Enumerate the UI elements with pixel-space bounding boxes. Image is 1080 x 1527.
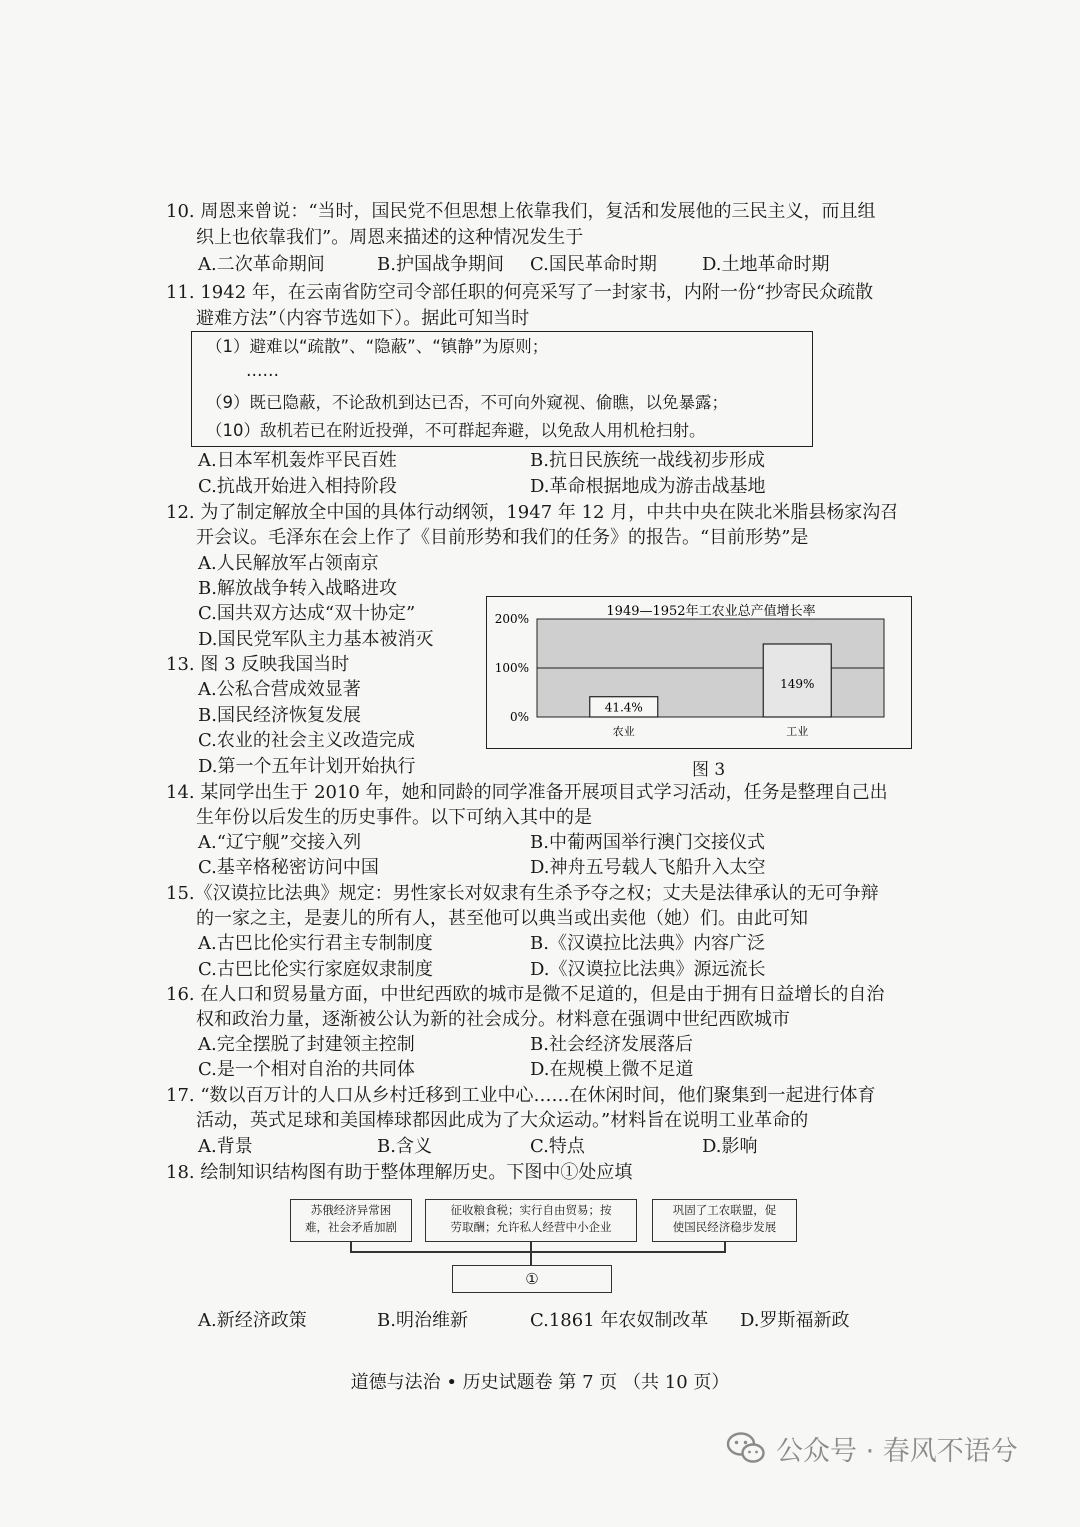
- chart-category-label: 工业: [786, 725, 809, 738]
- diagram-box-effects-line-2: 使国民经济稳步发展: [672, 1220, 777, 1234]
- diagram-box-measures-line-1: 征收粮食税；实行自由贸易；按: [450, 1203, 612, 1217]
- q15-stem-line-1: 15.《汉谟拉比法典》规定：男性家长对奴隶有生杀予夺之权；丈夫是法律承认的无可争辩: [166, 883, 879, 904]
- q15-option-b: B.《汉谟拉比法典》内容广泛: [530, 933, 765, 954]
- q14-stem-line-1: 14. 某同学出生于 2010 年，她和同龄的同学准备开展项目式学习活动，任务是整理自己出: [166, 782, 888, 803]
- q12-option-c: C.国共双方达成“双十协定”: [198, 603, 416, 624]
- chart-title: 1949—1952年工农业总产值增长率: [606, 604, 816, 619]
- diagram-connector-center: [530, 1242, 532, 1265]
- q18-option-d: D.罗斯福新政: [740, 1310, 850, 1331]
- watermark-text: 公众号 · 春风不语兮: [776, 1435, 1018, 1467]
- q11-material-line-9: （9）既已隐蔽，不论敌机到达已否，不可向外窥视、偷瞧，以免暴露；: [206, 393, 728, 412]
- q13-stem: 13. 图 3 反映我国当时: [166, 654, 350, 675]
- q14-stem-line-2: 生年份以后发生的历史事件。以下可纳入其中的是: [196, 807, 592, 828]
- watermark: [726, 1428, 1018, 1468]
- growth-rate-bar-chart: [487, 597, 911, 748]
- q18-option-c: C.1861 年农奴制改革: [530, 1310, 709, 1331]
- q18-option-b: B.明治维新: [377, 1310, 468, 1331]
- q17-option-c: C.特点: [530, 1136, 585, 1157]
- q13-option-b: B.国民经济恢复发展: [198, 705, 361, 726]
- diagram-box-effects: [652, 1199, 797, 1242]
- q13-option-c: C.农业的社会主义改造完成: [198, 730, 415, 751]
- diagram-box-background: [290, 1199, 412, 1242]
- figure-3-caption: 图 3: [692, 760, 726, 780]
- q15-stem-line-2: 的一家之主，是妻儿的所有人，甚至他可以典当或出卖他（她）们。由此可知: [196, 908, 808, 929]
- q18-stem: 18. 绘制知识结构图有助于整体理解历史。下图中①处应填: [166, 1162, 633, 1183]
- diagram-box-measures-line-2: 劳取酬；允许私人经营中小企业: [450, 1220, 612, 1234]
- wechat-icon: [726, 1431, 766, 1465]
- chart-data-label: 149%: [780, 676, 815, 691]
- q11-stem-line-2: 避难方法”（内容节选如下）。据此可知当时: [196, 308, 530, 329]
- q14-option-d: D.神舟五号载人飞船升入太空: [530, 857, 766, 878]
- diagram-box-background-line-1: 苏俄经济异常困: [310, 1203, 392, 1217]
- q11-option-c: C.抗战开始进入相持阶段: [198, 476, 397, 497]
- diagram-box-background-line-2: 难，社会矛盾加剧: [305, 1220, 397, 1234]
- q11-material-ellipsis: ……: [246, 361, 279, 380]
- q16-option-b: B.社会经济发展落后: [530, 1034, 693, 1055]
- q16-option-a: A.完全摆脱了封建领主控制: [198, 1034, 415, 1055]
- q10-option-a: A.二次革命期间: [198, 254, 325, 275]
- chart-category-label: 农业: [612, 725, 635, 738]
- q17-stem-line-1: 17. “数以百万计的人口从乡村迁移到工业中心……在休闲时间，他们聚集到一起进行体育: [166, 1085, 876, 1106]
- q16-option-c: C.是一个相对自治的共同体: [198, 1059, 415, 1080]
- q11-material-line-1: （1）避难以“疏散”、“隐蔽”、“镇静”为原则；: [206, 337, 549, 356]
- page-footer: 道德与法治 • 历史试题卷 第 7 页 （共 10 页）: [350, 1372, 730, 1393]
- chart-y-tick-label: 200%: [494, 612, 529, 626]
- chart-y-tick-label: 100%: [494, 661, 529, 675]
- q16-option-d: D.在规模上微不足道: [530, 1059, 694, 1080]
- q12-stem-line-2: 开会议。毛泽东在会上作了《目前形势和我们的任务》的报告。“目前形势”是: [196, 527, 809, 548]
- q10-stem-line-2: 织上也依靠我们”。周恩来描述的这种情况发生于: [196, 227, 584, 248]
- q12-stem-line-1: 12. 为了制定解放全中国的具体行动纲领，1947 年 12 月，中共中央在陕北米脂县杨家沟召: [166, 502, 899, 523]
- q14-option-b: B.中葡两国举行澳门交接仪式: [530, 832, 765, 853]
- figure-3-frame: [486, 596, 912, 749]
- q10-stem-line-1: 10. 周恩来曾说：“当时，国民党不但思想上依靠我们，复活和发展他的三民主义，而且组: [166, 201, 876, 222]
- diagram-connector-horizontal: [350, 1251, 726, 1253]
- q15-option-a: A.古巴比伦实行君主专制制度: [198, 933, 433, 954]
- q11-stem-line-1: 11. 1942 年，在云南省防空司令部任职的何亮采写了一封家书，内附一份“抄寄民众疏散: [166, 282, 874, 303]
- chart-y-tick-label: 0%: [509, 710, 529, 724]
- q14-option-a: A.“辽宁舰”交接入列: [198, 832, 362, 853]
- q17-option-a: A.背景: [198, 1136, 253, 1157]
- q10-option-c: C.国民革命时期: [530, 254, 657, 275]
- q10-option-b: B.护国战争期间: [377, 254, 504, 275]
- q11-material-box: [191, 331, 813, 447]
- q11-option-a: A.日本军机轰炸平民百姓: [198, 450, 397, 471]
- diagram-box-measures: [425, 1199, 637, 1242]
- q18-option-a: A.新经济政策: [198, 1310, 307, 1331]
- q12-option-b: B.解放战争转入战略进攻: [198, 578, 397, 599]
- q17-option-d: D.影响: [702, 1136, 758, 1157]
- chart-data-label: 41.4%: [604, 700, 643, 715]
- q12-option-d: D.国民党军队主力基本被消灭: [198, 629, 434, 650]
- q14-option-c: C.基辛格秘密访问中国: [198, 857, 379, 878]
- diagram-box-answer-blank: ①: [452, 1265, 612, 1293]
- q17-option-b: B.含义: [377, 1136, 432, 1157]
- q17-stem-line-2: 活动，英式足球和美国棒球都因此成为了大众运动。”材料旨在说明工业革命的: [196, 1110, 809, 1131]
- q16-stem-line-2: 权和政治力量，逐渐被公认为新的社会成分。材料意在强调中世纪西欧城市: [196, 1009, 790, 1030]
- q15-option-c: C.古巴比伦实行家庭奴隶制度: [198, 959, 433, 980]
- diagram-box-effects-line-1: 巩固了工农联盟，促: [672, 1203, 777, 1217]
- q12-option-a: A.人民解放军占领南京: [198, 553, 379, 574]
- q13-option-a: A.公私合营成效显著: [198, 679, 361, 700]
- q11-material-line-10: （10）敌机若已在附近投弹，不可群起奔避，以免敌人用机枪扫射。: [206, 421, 706, 440]
- q15-option-d: D.《汉谟拉比法典》源远流长: [530, 959, 766, 980]
- q16-stem-line-1: 16. 在人口和贸易量方面，中世纪西欧的城市是微不足道的，但是由于拥有日益增长的自治: [166, 984, 885, 1005]
- q13-option-d: D.第一个五年计划开始执行: [198, 756, 416, 777]
- q11-option-d: D.革命根据地成为游击战基地: [530, 476, 766, 497]
- q11-option-b: B.抗日民族统一战线初步形成: [530, 450, 765, 471]
- q10-option-d: D.土地革命时期: [702, 254, 830, 275]
